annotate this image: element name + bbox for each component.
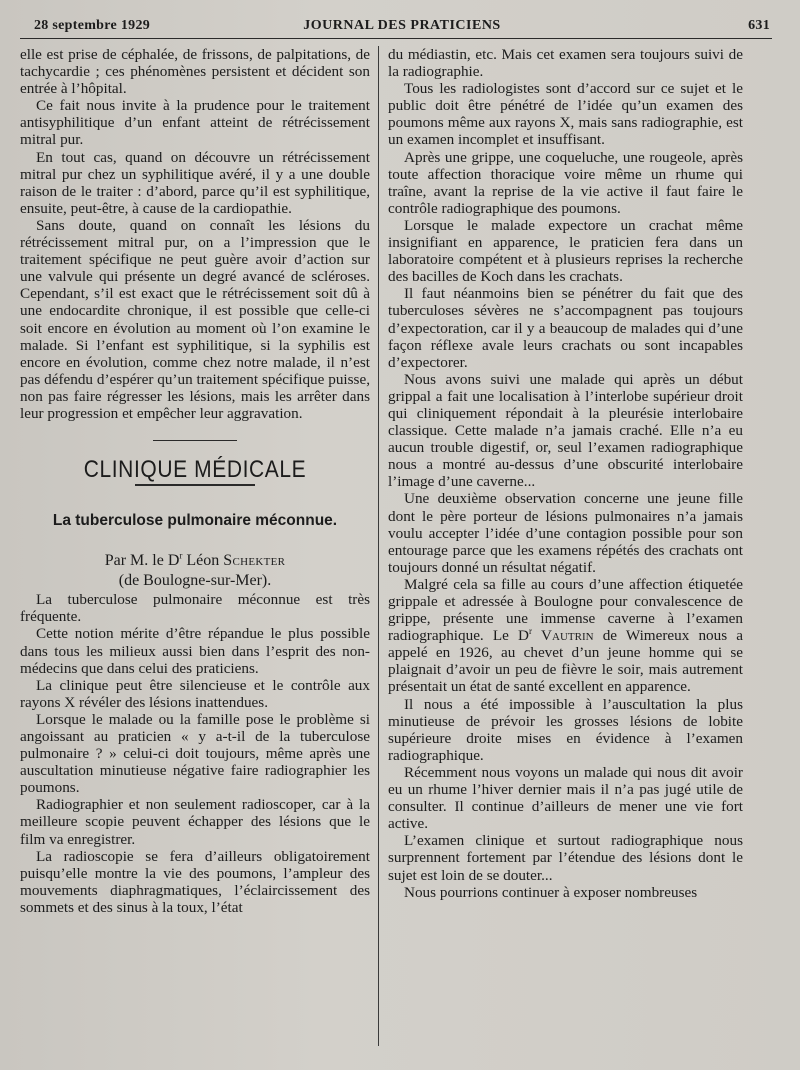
section-title: CLINIQUE MÉDICALE bbox=[83, 456, 307, 483]
journal-title: JOURNAL DES PRATICIENS bbox=[303, 18, 501, 33]
paragraph: Ce fait nous invite à la prudence pour le traitement antisyphilitique d’un enfant atteint de rétrécissement mitral pur. bbox=[20, 97, 370, 149]
paragraph: du médiastin, etc. Mais cet examen sera toujours suivi de la radiographie. bbox=[388, 46, 743, 81]
paragraph: Sans doute, quand on connaît les lésions du rétrécissement mitral pur, on a l’impression que le traitement spécifique ne peut guère avoir d’action sur une valvule qui présente un degré avancé de scléroses. Cependant, s’il est exact que le rétrécissement soit dû à une endocardite chronique, il est possible que celle-ci soit encore en évolution au moment où l’on examine le malade. Si l’enfant est syphilitique, si la syphilis est encore en évolution, comme chez notre malade, il n’est pas défendu d’espérer qu’un traitement spécifique puisse, non pas faire régresser les lésions, mais les arrêter dans leur progression et empêcher leur aggravation. bbox=[20, 216, 370, 422]
paragraph: Radiographier et non seulement radioscoper, car à la meilleure scopie peuvent échapper des lésions que le film va enregistrer. bbox=[20, 796, 370, 848]
page-number: 631 bbox=[748, 18, 770, 33]
paragraph: En tout cas, quand on découvre un rétrécissement mitral pur chez un syphilitique avéré, il y a une double raison de le traiter : d’abord, parce qu’il est syphilitique, ensuite, peut-être, à cause de la cardiopathie. bbox=[20, 148, 370, 217]
paragraph-part: de Wimereux nous a appelé en 1926, au chevet d’un jeune homme qui se plaignait d’avoir un peu de fièvre le soir, mais autrement présentait un état de santé excellent en apparence. bbox=[388, 627, 743, 696]
paragraph: La tuberculose pulmonaire méconnue est très fréquente. bbox=[20, 591, 370, 626]
byline-prefix: Par M. le D bbox=[104, 552, 180, 570]
paragraph: La clinique peut être silencieuse et le contrôle aux rayons X révéler des lésions inattendues. bbox=[20, 676, 370, 711]
doctor-name: Vautrin bbox=[541, 627, 594, 645]
section-separator bbox=[153, 440, 237, 441]
byline-sup: r bbox=[179, 550, 183, 561]
paragraph: Lorsque le malade ou la famille pose le problème si angoissant au praticien « y a-t-il de la tuberculose pulmonaire ? » celui-ci doit toujours, même après une auscultation minutieuse négative faire radiographier les poumons. bbox=[20, 710, 370, 797]
paragraph: Il faut néanmoins bien se pénétrer du fait que des tuberculoses sévères ne s’accompagnent pas toujours d’expectoration, car il y a beaucoup de malades qui d’une façon réflexe avale leurs crachats ou sont incapables d’expectorer. bbox=[388, 285, 743, 371]
paragraph: Nous pourrions continuer à exposer nombreuses bbox=[404, 883, 698, 901]
article-title: La tuberculose pulmonaire méconnue. bbox=[52, 512, 338, 530]
paragraph-part: Malgré cela sa fille au cours d’une affection étiquetée grippale et adressée à Boulogne pour convalescence de grippe, présente une immense caverne à l’examen radiographique. Le D bbox=[388, 575, 743, 645]
column-divider bbox=[378, 46, 379, 1046]
author-last-name: Schekter bbox=[223, 552, 286, 570]
paragraph bbox=[388, 576, 743, 696]
paragraph: L’examen clinique et surtout radiographique nous surprennent fortement par l’étendue des lésions dont le sujet est loin de se douter... bbox=[388, 832, 743, 884]
section-title-underline bbox=[135, 484, 255, 486]
right-column bbox=[388, 46, 743, 901]
author-affiliation: (de Boulogne-sur-Mer). bbox=[118, 572, 272, 590]
paragraph: elle est prise de céphalée, de frissons, de palpitations, de tachycardie ; ces phénomènes persistent et décident son entrée à l’hôpital. bbox=[20, 46, 370, 98]
issue-date: 28 septembre 1929 bbox=[34, 18, 151, 33]
paragraph: Une deuxième observation concerne une jeune fille dont le père porteur de lésions pulmonaires n’a jamais voulu accepter l’idée d’une contagion possible pour son entourage parce que les examens répétés des crachats ont toujours donné un résultat négatif. bbox=[388, 490, 743, 576]
paragraph: Lorsque le malade expectore un crachat même insignifiant en apparence, le praticien fera dans un laboratoire compétent et à plusieurs reprises la recherche des bacilles de Koch dans les crachats. bbox=[388, 216, 743, 286]
author-first-name: Léon bbox=[186, 552, 220, 570]
paragraph: La radioscopie se fera d’ailleurs obligatoirement puisqu’elle montre la vie des poumons, l’ampleur des mouvements diaphragmatiques, l’éclaircissement des sommets et des sinus à la toux, l’état bbox=[20, 847, 370, 916]
paragraph: Après une grippe, une coqueluche, une rougeole, après toute affection thoracique voire même un rhume qui traîne, avant la reprise de la vie active il faut faire le contrôle radiographique des poumons. bbox=[388, 148, 743, 217]
doctor-sup: r bbox=[528, 626, 532, 637]
author-byline bbox=[20, 551, 370, 571]
paragraph: Nous avons suivi une malade qui après un début grippal a fait une localisation à l’interlobe supérieur droit qui cliniquement répondait à la pleurésie interlobaire classique. Cette malade n’a jamais craché. Elle n’a eu aucun trouble digestif, or, seul l’examen radiographique nous a montré au-dessus d’une obscurité interlobaire l’image d’une caverne... bbox=[388, 370, 743, 491]
header-rule bbox=[20, 38, 772, 39]
paragraph: Cette notion mérite d’être répandue le plus possible dans tous les milieux aussi bien dans l’esprit des non-médecins que dans celui des praticiens. bbox=[20, 625, 370, 677]
left-column bbox=[20, 46, 370, 916]
paragraph: Récemment nous voyons un malade qui nous dit avoir eu un rhume l’hiver dernier mais il n’a pas jugé utile de consulter. Il continue d’ailleurs de mener une vie fort active. bbox=[388, 763, 743, 833]
paragraph: Tous les radiologistes sont d’accord sur ce sujet et le public doit être pénétré de l’idée qu’un examen des poumons même aux rayons X, mais sans radiographie, est un examen incomplet et insuffisant. bbox=[388, 80, 743, 149]
paragraph: Il nous a été impossible à l’auscultation la plus minutieuse de prévoir les grosses lésions de lobite supérieure droite mises en évidence à l’examen radiographique. bbox=[388, 695, 743, 764]
page-header bbox=[34, 12, 770, 40]
